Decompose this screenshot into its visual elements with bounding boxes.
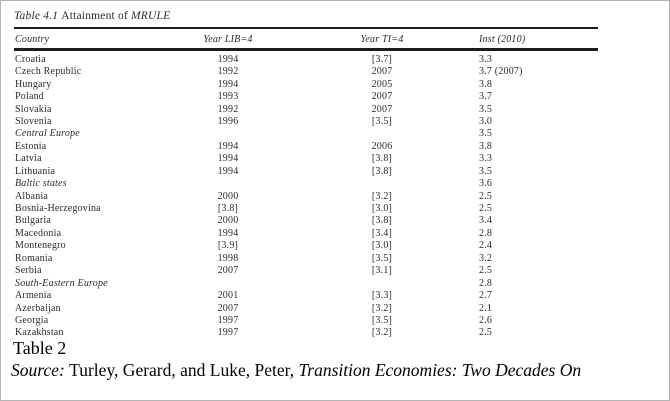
cell-inst: 2.8 xyxy=(479,227,493,239)
cell-year-lib: 1994 xyxy=(217,165,239,177)
cell-inst: 3.2 xyxy=(479,252,493,264)
cell-year-ti: [3.8] xyxy=(371,165,393,177)
cell-inst: 2.6 xyxy=(479,314,493,326)
cell-country: Bosnia-Herzegovina xyxy=(15,203,101,215)
source-prefix: Source: xyxy=(11,360,70,380)
cell-year-lib: 1994 xyxy=(217,78,239,90)
column-header-year-lib: Year LIB=4 xyxy=(203,34,253,46)
cell-year-lib: 1992 xyxy=(217,66,239,78)
cell-inst: 3.8 xyxy=(479,140,493,152)
table-figure xyxy=(14,7,598,340)
figure-title-text: Attainment of xyxy=(61,10,128,22)
cell-country: Baltic states xyxy=(15,178,67,190)
figure-title-emph: MRULE xyxy=(131,10,171,22)
cell-year-lib: 1994 xyxy=(217,53,239,65)
table-row xyxy=(14,153,598,165)
cell-year-lib: 2000 xyxy=(217,190,239,202)
cell-country: Poland xyxy=(15,91,44,103)
table-row xyxy=(14,240,598,252)
table-rows xyxy=(14,54,598,340)
table-figure-title xyxy=(14,7,598,25)
cell-inst: 3.7 (2007) xyxy=(479,66,523,78)
cell-inst: 2.1 xyxy=(479,302,493,314)
cell-year-lib: 1997 xyxy=(217,314,239,326)
table-row xyxy=(14,54,598,66)
table-row xyxy=(14,203,598,215)
cell-country: Lithuania xyxy=(15,165,56,177)
cell-year-ti: [3.2] xyxy=(371,327,393,339)
top-rule xyxy=(14,27,598,29)
cell-year-lib xyxy=(154,278,302,290)
cell-year-ti: [3.8] xyxy=(371,153,393,165)
table-row xyxy=(14,290,598,302)
cell-inst: 2.5 xyxy=(479,203,493,215)
table-header-row xyxy=(14,32,598,47)
cell-year-ti: [3.5] xyxy=(371,314,393,326)
table-row xyxy=(14,253,598,265)
cell-year-lib xyxy=(154,128,302,140)
cell-country: Romania xyxy=(15,252,53,264)
cell-inst: 3.5 xyxy=(479,103,493,115)
cell-inst: 2.5 xyxy=(479,190,493,202)
cell-inst: 3.0 xyxy=(479,115,493,127)
cell-inst: 3.7 xyxy=(479,91,493,103)
table-row xyxy=(14,315,598,327)
header-rule xyxy=(14,48,598,50)
table-row xyxy=(14,278,598,290)
cell-year-ti: [3.3] xyxy=(371,290,393,302)
cell-year-ti: 2007 xyxy=(371,103,393,115)
cell-inst: 3.5 xyxy=(479,165,493,177)
table-row xyxy=(14,66,598,78)
cell-year-ti: 2006 xyxy=(371,140,393,152)
cell-year-ti xyxy=(302,278,462,290)
cell-year-ti xyxy=(302,178,462,190)
cell-year-ti: [3.4] xyxy=(371,227,393,239)
cell-year-lib: 1997 xyxy=(217,327,239,339)
table-row xyxy=(14,141,598,153)
table-row xyxy=(14,228,598,240)
cell-country: Montenegro xyxy=(15,240,66,252)
cell-country: Kazakhstan xyxy=(15,327,64,339)
cell-year-ti: [3.0] xyxy=(371,240,393,252)
table-row xyxy=(14,178,598,190)
cell-year-lib: 2000 xyxy=(217,215,239,227)
cell-year-lib: 2007 xyxy=(217,302,239,314)
cell-year-lib: [3.8] xyxy=(217,203,239,215)
cell-year-ti xyxy=(302,128,462,140)
column-header-country: Country xyxy=(15,34,50,46)
table-row xyxy=(14,265,598,277)
table-row xyxy=(14,79,598,91)
cell-country: South-Eastern Europe xyxy=(15,277,108,289)
cell-year-ti: [3.2] xyxy=(371,302,393,314)
cell-inst: 2.8 xyxy=(479,277,493,289)
table-row xyxy=(14,128,598,140)
cell-country: Bulgaria xyxy=(15,215,52,227)
cell-year-ti: 2007 xyxy=(371,91,393,103)
cell-inst: 3.8 xyxy=(479,78,493,90)
cell-year-lib: 2007 xyxy=(217,265,239,277)
table-row xyxy=(14,91,598,103)
cell-year-ti: [3.5] xyxy=(371,115,393,127)
column-header-year-ti: Year TI=4 xyxy=(360,34,404,46)
table-row xyxy=(14,191,598,203)
cell-country: Slovenia xyxy=(15,115,52,127)
cell-inst: 2.7 xyxy=(479,290,493,302)
cell-year-ti: [3.1] xyxy=(371,265,393,277)
cell-country: Hungary xyxy=(15,78,52,90)
table-row xyxy=(14,104,598,116)
cell-inst: 3.3 xyxy=(479,153,493,165)
cell-inst: 3.3 xyxy=(479,53,493,65)
cell-year-lib: [3.9] xyxy=(217,240,239,252)
cell-country: Croatia xyxy=(15,53,46,65)
cell-inst: 3.4 xyxy=(479,215,493,227)
cell-inst: 3.6 xyxy=(479,178,493,190)
cell-year-ti: [3.7] xyxy=(371,53,393,65)
cell-year-ti: 2005 xyxy=(371,78,393,90)
cell-year-ti: 2007 xyxy=(371,66,393,78)
cell-country: Albania xyxy=(15,190,49,202)
table-row xyxy=(14,166,598,178)
cell-year-lib: 1993 xyxy=(217,91,239,103)
table-row xyxy=(14,327,598,339)
column-header-inst: Inst (2010) xyxy=(479,34,526,46)
table-row xyxy=(14,116,598,128)
figure-number: Table 4.1 xyxy=(14,10,59,22)
source-line xyxy=(11,359,581,381)
cell-year-ti: [3.8] xyxy=(371,215,393,227)
cell-year-lib: 1994 xyxy=(217,153,239,165)
cell-country: Central Europe xyxy=(15,128,80,140)
source-work: Transition Economies: Two Decades On xyxy=(298,360,582,380)
cell-year-lib: 1992 xyxy=(217,103,239,115)
cell-country: Serbia xyxy=(15,265,42,277)
cell-country: Czech Republic xyxy=(15,66,82,78)
cell-country: Estonia xyxy=(15,140,47,152)
cell-country: Slovakia xyxy=(15,103,52,115)
cell-inst: 3.5 xyxy=(479,128,493,140)
table-row xyxy=(14,215,598,227)
cell-year-lib: 1994 xyxy=(217,140,239,152)
cell-country: Azerbaijan xyxy=(15,302,61,314)
cell-country: Georgia xyxy=(15,314,49,326)
table-row xyxy=(14,303,598,315)
cell-year-lib: 1998 xyxy=(217,252,239,264)
cell-inst: 2.5 xyxy=(479,327,493,339)
cell-inst: 2.4 xyxy=(479,240,493,252)
cell-year-lib xyxy=(154,178,302,190)
table-caption: Table 2 xyxy=(13,338,67,358)
cell-year-lib: 1994 xyxy=(217,227,239,239)
cell-year-lib: 1996 xyxy=(217,115,239,127)
cell-year-ti: [3.2] xyxy=(371,190,393,202)
cell-year-ti: [3.0] xyxy=(371,203,393,215)
cell-country: Macedonia xyxy=(15,227,62,239)
cell-country: Armenia xyxy=(15,290,52,302)
cell-year-ti: [3.5] xyxy=(371,252,393,264)
cell-country: Latvia xyxy=(15,153,42,165)
cell-inst: 2.5 xyxy=(479,265,493,277)
source-authors: Turley, Gerard, and Luke, Peter, xyxy=(69,360,299,380)
cell-year-lib: 2001 xyxy=(217,290,239,302)
